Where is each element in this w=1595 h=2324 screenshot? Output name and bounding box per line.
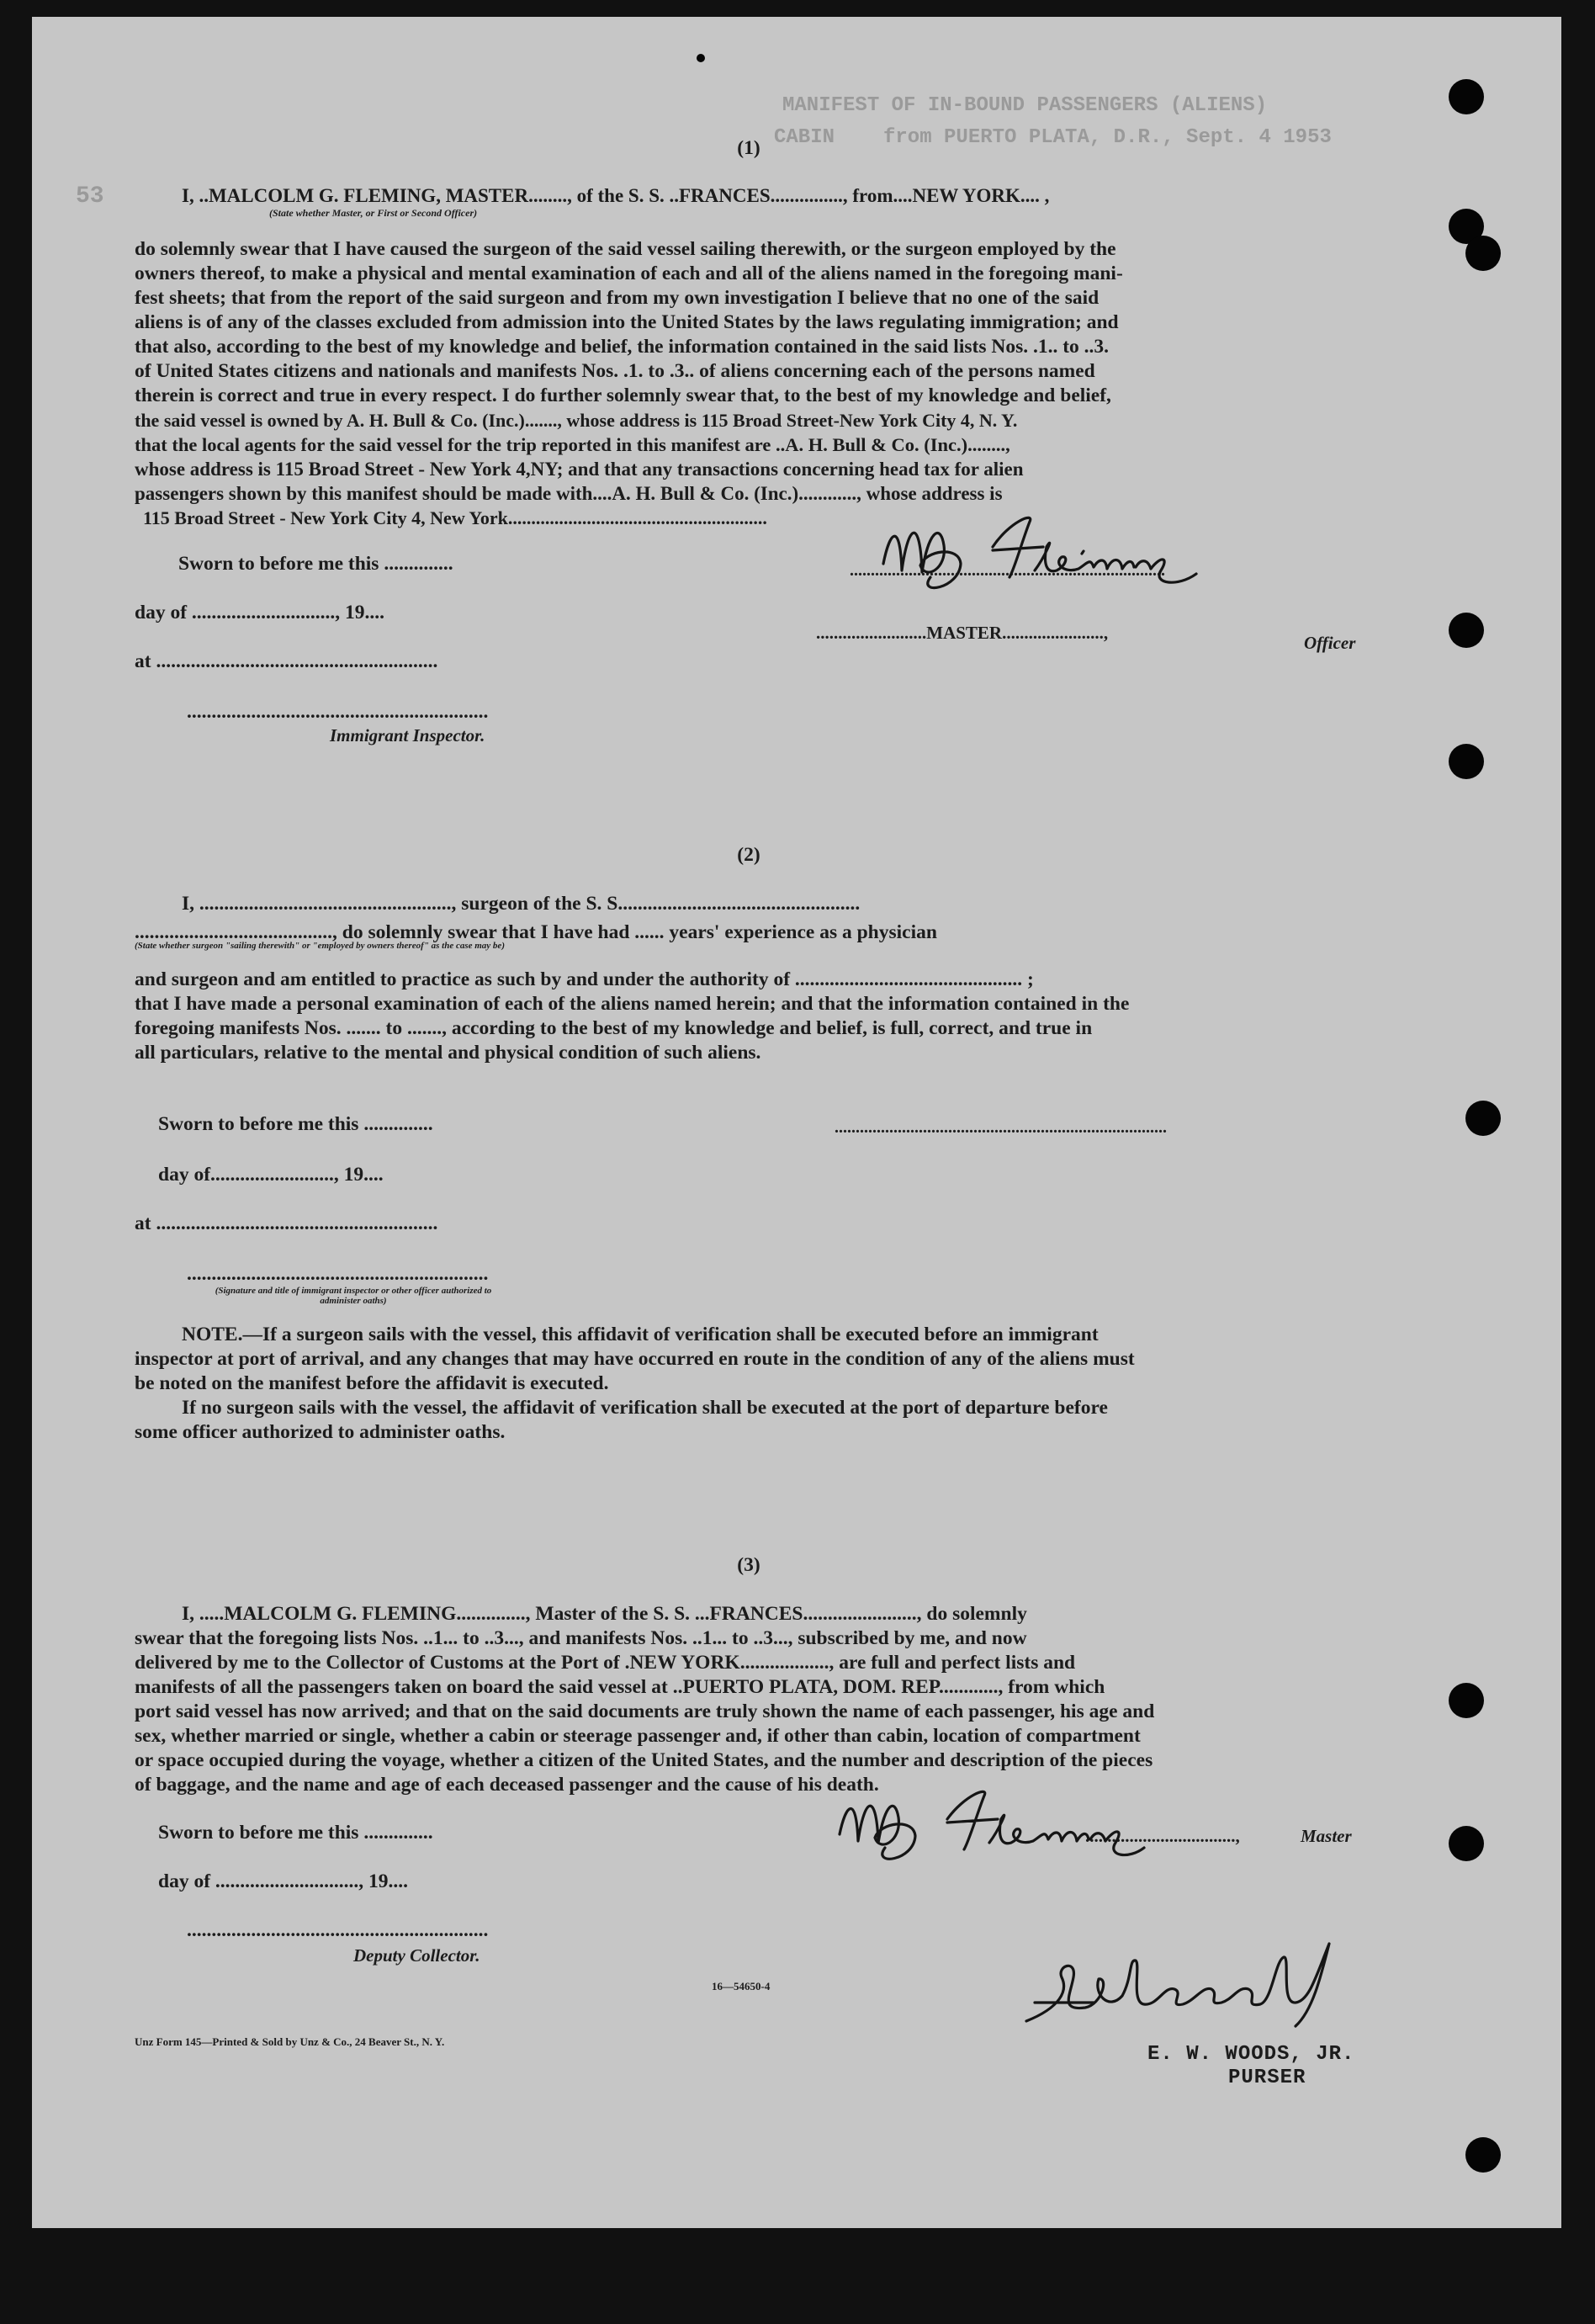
stamp-line2: from PUERTO PLATA, D.R., Sept. 4 1953: [883, 126, 1332, 149]
section-1-line: of United States citizens and nationals and manifests Nos. .1. to .3.. of aliens concerning each of the persons named: [135, 360, 1095, 382]
section-1-line: passengers shown by this manifest should be made with....A. H. Bull & Co. (Inc.)............, whose address is: [135, 483, 1003, 504]
note-line: be noted on the manifest before the affidavit is executed.: [135, 1372, 609, 1394]
punch-hole: [697, 54, 705, 62]
section-1-officer-label: Officer: [1304, 633, 1356, 653]
stamp-heading: MANIFEST OF IN-BOUND PASSENGERS (ALIENS): [782, 94, 1268, 117]
section-3-line: port said vessel has now arrived; and that on the said documents are truly shown the name of each passenger, his age and: [135, 1701, 1155, 1722]
stamp-class: CABIN: [774, 126, 835, 149]
section-1-day-line: day of ............................., 19....: [135, 602, 385, 623]
section-3-line: manifests of all the passengers taken on board the said vessel at ..PUERTO PLATA, DOM. REP............, from which: [135, 1676, 1105, 1698]
note-line: inspector at port of arrival, and any changes that may have occurred en route in the condition of any of the aliens must: [135, 1348, 1135, 1370]
section-1-line: that the local agents for the said vessel for the trip reported in this manifest are ..A. H. Bull & Co. (Inc.)........,: [135, 434, 1010, 455]
note-line: NOTE.—If a surgeon sails with the vessel, this affidavit of verification shall be executed before an immigrant: [182, 1324, 1099, 1345]
section-2-line: and surgeon and am entitled to practice as such by and under the authority of .............................................. ;: [135, 968, 1034, 990]
punch-hole: [1449, 613, 1484, 648]
purser-name: E. W. WOODS, JR.: [1147, 2043, 1355, 2066]
note-line: If no surgeon sails with the vessel, the affidavit of verification shall be executed at the port of departure before: [182, 1397, 1108, 1419]
section-1-line: therein is correct and true in every respect. I do further solemnly swear that, to the best of my knowledge and belief,: [135, 385, 1111, 406]
section-2-line1: I, ..................................................., surgeon of the S. S.................................................: [182, 893, 861, 915]
form-footer-note: Unz Form 145—Printed & Sold by Unz & Co., 24 Beaver St., N. Y.: [135, 2035, 445, 2048]
section-1-line: do solemnly swear that I have caused the surgeon of the said vessel sailing therewith, or the surgeon employed by the: [135, 238, 1116, 260]
punch-hole: [1449, 744, 1484, 779]
section-1-line: owners thereof, to make a physical and mental examination of each and all of the aliens named in the foregoing mani-: [135, 263, 1123, 284]
section-1-line: 115 Broad Street - New York City 4, New York........................................................: [143, 507, 767, 528]
section-2-signature-caption: (Signature and title of immigrant inspector or other officer authorized to administer oaths): [215, 1286, 492, 1306]
section-3-line: of baggage, and the name and age of each deceased passenger and the cause of his death.: [135, 1774, 879, 1796]
section-3-line: delivered by me to the Collector of Customs at the Port of .NEW YORK.................., are full and perfect lists and: [135, 1652, 1076, 1674]
purser-title: PURSER: [1228, 2067, 1306, 2089]
section-3-number: (3): [737, 1554, 760, 1576]
section-1-inspector-dots: .............................................................: [187, 701, 489, 723]
section-1-sworn-line: Sworn to before me this ..............: [178, 553, 453, 575]
purser-signature: [1009, 1927, 1413, 2036]
punch-hole: [1449, 79, 1484, 114]
section-1-signature-line: ...........................................................................: [850, 561, 1165, 580]
section-2-at-line: at .........................................................: [135, 1212, 438, 1234]
master-signature: [866, 496, 1270, 597]
section-2-number: (2): [737, 844, 760, 866]
punch-hole: [1449, 1683, 1484, 1718]
section-3-line: or space occupied during the voyage, whether a citizen of the United States, and the number and description of the pieces: [135, 1749, 1153, 1771]
section-1-master-line: .........................MASTER.......................,: [816, 623, 1109, 643]
section-3-line: I, .....MALCOLM G. FLEMING.............., Master of the S. S. ...FRANCES......................., do solemnly: [182, 1603, 1027, 1625]
section-1-line: aliens is of any of the classes excluded from admission into the United States by the laws regulating immigration; and: [135, 311, 1119, 333]
section-1-line: fest sheets; that from the report of the said surgeon and from my own investigation I believe that no one of the said: [135, 287, 1100, 309]
master-signature: [824, 1772, 1195, 1865]
section-1-line: the said vessel is owned by A. H. Bull & Co. (Inc.)......., whose address is 115 Broad Street-New York City 4, N. Y.: [135, 410, 1018, 431]
section-2-line: all particulars, relative to the mental and physical condition of such aliens.: [135, 1042, 761, 1064]
section-3-line: sex, whether married or single, whether a cabin or steerage passenger and, if other than cabin, location of compartment: [135, 1725, 1141, 1747]
form-code: 16—54650-4: [712, 1980, 771, 1992]
section-3-master-label: Master: [1301, 1826, 1352, 1846]
section-2-dots: .............................................................: [187, 1263, 489, 1285]
note-line: some officer authorized to administer oaths.: [135, 1421, 506, 1443]
section-1-at-line: at .........................................................: [135, 650, 438, 672]
section-1-caption: (State whether Master, or First or Second Officer): [269, 207, 478, 219]
section-1-number: (1): [737, 137, 760, 159]
section-1-line: that also, according to the best of my knowledge and belief, the information contained in the said lists Nos. .1.. to ..3.: [135, 336, 1110, 358]
section-2-sworn-line: Sworn to before me this ..............: [158, 1113, 433, 1135]
punch-hole: [1465, 2137, 1501, 2173]
section-3-dots: .............................................................: [187, 1919, 489, 1941]
section-3-line: swear that the foregoing lists Nos. ..1... to ..3..., and manifests Nos. ..1... to ..3..., subscribed by me, and now: [135, 1627, 1027, 1649]
section-2-line: that I have made a personal examination of each of the aliens named herein; and that the information contained in the: [135, 993, 1130, 1015]
section-2-signature-line: ...............................................................................: [835, 1118, 1167, 1137]
section-3-sworn-line: Sworn to before me this ..............: [158, 1822, 433, 1844]
section-2-line2: ........................................, do solemnly swear that I have had ...... years' experience as a physician: [135, 921, 937, 943]
section-3-collector-label: Deputy Collector.: [353, 1945, 480, 1966]
section-2-caption: (State whether surgeon "sailing therewith" or "employed by owners thereof" as the case may be): [135, 941, 505, 951]
section-3-master-line: ..................................,: [1085, 1826, 1240, 1846]
section-2-line: foregoing manifests Nos. ....... to ......., according to the best of my knowledge and belief, is full, correct, and true in: [135, 1017, 1093, 1039]
section-1-opening-line: I, ..MALCOLM G. FLEMING, MASTER........, of the S. S. ..FRANCES..............., from....NEW YORK.... ,: [182, 185, 1050, 206]
section-1-line: whose address is 115 Broad Street - New York 4,NY; and that any transactions concerning head tax for alien: [135, 459, 1024, 480]
punch-hole: [1465, 236, 1501, 271]
section-2-day-line: day of........................., 19....: [158, 1164, 384, 1186]
stamp-page-number: 53: [76, 183, 104, 210]
section-1-inspector-label: Immigrant Inspector.: [330, 725, 485, 745]
punch-hole: [1465, 1101, 1501, 1136]
punch-hole: [1449, 1826, 1484, 1861]
section-3-day-line: day of ............................., 19....: [158, 1870, 409, 1892]
